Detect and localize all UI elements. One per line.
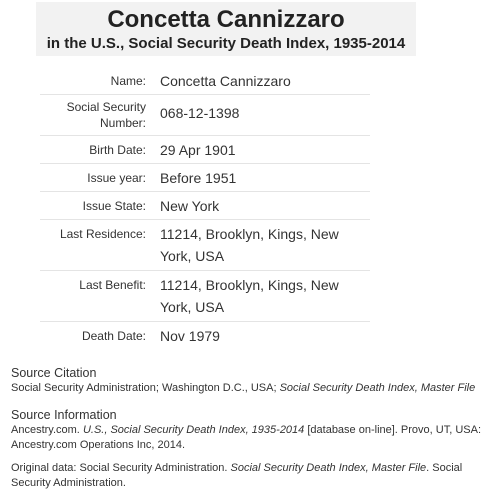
source-information-text: Ancestry.com. U.S., Social Security Death Index, 1935-2014 [database on-line]. Provo, UT, USA: Ancestry.com Operations Inc, 2014. (11, 424, 481, 451)
field-value: New York (160, 192, 370, 220)
record-row-last-residence (40, 220, 370, 271)
field-value: Concetta Cannizzaro (160, 67, 370, 95)
record-row-birth-date (40, 136, 370, 164)
record-row-issue-state (40, 192, 370, 220)
record-row-ssn (40, 95, 370, 136)
record-header (36, 2, 416, 56)
original-data-text: Original data: Social Security Administration. Social Security Death Index, Master File. Social Security Administration. (11, 462, 463, 489)
source-citation (11, 365, 481, 396)
field-label: Last Residence: (40, 220, 160, 271)
source-information (11, 407, 481, 491)
record-table (40, 67, 370, 349)
field-label: Issue year: (40, 164, 160, 192)
field-value: Before 1951 (160, 164, 370, 192)
record-row-name (40, 67, 370, 95)
person-name-title: Concetta Cannizzaro (107, 6, 345, 33)
collection-title: in the U.S., Social Security Death Index, 1935-2014 (46, 35, 406, 52)
field-label: Name: (40, 67, 160, 95)
record-row-last-benefit (40, 271, 370, 322)
field-label: Birth Date: (40, 136, 160, 164)
source-information-heading: Source Information (11, 408, 117, 422)
field-value: 29 Apr 1901 (160, 136, 370, 164)
field-label: Death Date: (81, 329, 146, 343)
record-row-death-date (40, 322, 370, 350)
field-value: 11214, Brooklyn, Kings, New York, USA (160, 271, 370, 322)
field-label: Last Benefit: (40, 271, 160, 322)
record-row-issue-year (40, 164, 370, 192)
field-label: Issue State: (40, 192, 160, 220)
field-value: 11214, Brooklyn, Kings, New York, USA (160, 220, 370, 271)
source-citation-text: Social Security Administration; Washington D.C., USA; Social Security Death Index, Master File (11, 382, 476, 394)
source-citation-heading: Source Citation (11, 366, 97, 380)
field-value: 068-12-1398 (160, 95, 370, 136)
field-label: Social Security Number: (40, 95, 160, 136)
field-value: Nov 1979 (160, 328, 220, 344)
